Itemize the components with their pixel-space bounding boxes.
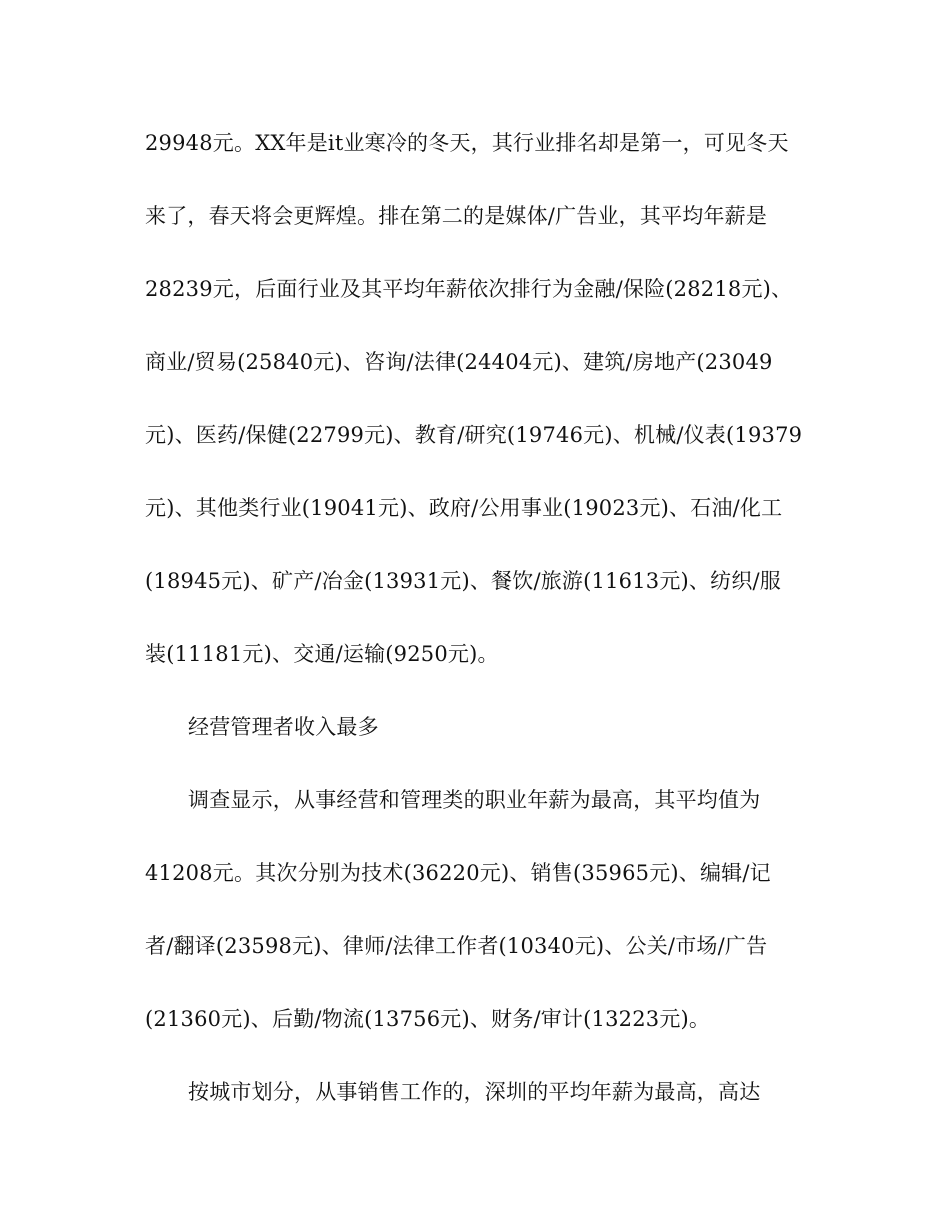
paragraph-line: (21360元)、后勤/物流(13756元)、财务/审计(13223元)。 [145,1007,711,1031]
paragraph-line: (18945元)、矿产/冶金(13931元)、餐饮/旅游(11613元)、纺织/服 [145,569,781,593]
paragraph-line: 29948元。XX年是it业寒冷的冬天，其行业排名却是第一，可见冬天 [145,131,789,155]
paragraph-line: 41208元。其次分别为技术(36220元)、销售(35965元)、编辑/记 [145,861,771,885]
paragraph-line: 按城市划分，从事销售工作的，深圳的平均年薪为最高，高达 [188,1080,761,1104]
paragraph-line: 商业/贸易(25840元)、咨询/法律(24404元)、建筑/房地产(23049 [145,350,773,374]
paragraph-line: 者/翻译(23598元)、律师/法律工作者(10340元)、公关/市场/广告 [145,934,768,958]
paragraph-line: 28239元，后面行业及其平均年薪依次排行为金融/保险(28218元)、 [145,277,793,301]
paragraph-line: 元)、医药/保健(22799元)、教育/研究(19746元)、机械/仪表(19379 [145,423,803,447]
paragraph-line: 来了，春天将会更辉煌。排在第二的是媒体/广告业，其平均年薪是 [145,204,768,228]
paragraph-line: 装(11181元)、交通/运输(9250元)。 [145,642,499,666]
paragraph-line: 元)、其他类行业(19041元)、政府/公用事业(19023元)、石油/化工 [145,496,783,520]
section-heading: 经营管理者收入最多 [188,715,379,739]
paragraph-line: 调查显示，从事经营和管理类的职业年薪为最高，其平均值为 [188,788,761,812]
